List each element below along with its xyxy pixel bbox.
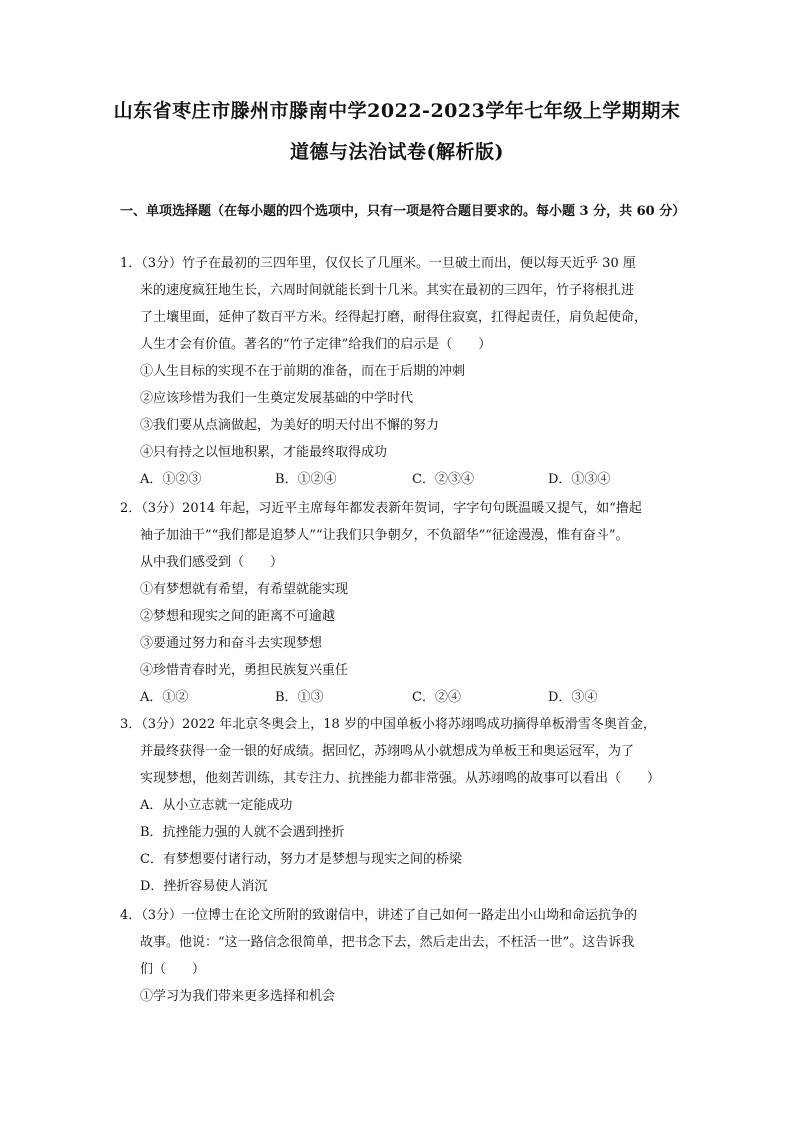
option-b: B．①③ <box>275 690 324 705</box>
question-text-line: 4．（3分）一位博士在论文所附的致谢信中，讲述了自己如何一路走出小山坳和命运抗争的 <box>120 908 638 923</box>
exam-title-line-1: 山东省枣庄市滕州市滕南中学2022-2023学年七年级上学期期末 <box>113 100 681 122</box>
question-text-line: 们（ ） <box>140 962 206 977</box>
option-c: C．②④ <box>412 690 461 705</box>
exam-title-line-2: 道德与法治试卷(解析版) <box>290 141 504 163</box>
question-text-line: 人生才会有价值。著名的“竹子定律”给我们的启示是（ ） <box>140 337 492 352</box>
question-text-line: 从中我们感受到（ ） <box>140 555 284 570</box>
statement: ④珍惜青春时光，勇担民族复兴重任 <box>140 663 349 678</box>
question-text-line: 实现梦想，他刻苦训练，其专注力、抗挫能力都非常强。从苏翊鸣的故事可以看出（ ） <box>140 771 661 786</box>
option-a: A．从小立志就一定能成功 <box>140 798 293 813</box>
question-text-line: 袖子加油干”“我们都是追梦人”“让我们只争朝夕，不负韶华”“征途漫漫，惟有奋斗”。 <box>140 528 629 543</box>
question-text-line: 米的速度疯狂地生长，六周时间就能长到十几米。其实在最初的三四年，竹子将根扎进 <box>140 283 635 298</box>
question-text-line: 3．（3分）2022 年北京冬奥会上，18 岁的中国单板小将苏翊鸣成功摘得单板滑雪冬奥首金， <box>120 717 656 732</box>
option-d: D．①③④ <box>548 472 611 487</box>
answer-options <box>140 471 680 489</box>
statement: ④只有持之以恒地积累，才能最终取得成功 <box>140 445 388 460</box>
statement: ①学习为我们带来更多选择和机会 <box>140 989 336 1004</box>
option-b: B．抗挫能力强的人就不会遇到挫折 <box>140 825 345 840</box>
question-text-line: 故事。他说：“这一路信念很简单，把书念下去，然后走出去，不枉活一世”。这告诉我 <box>140 935 635 950</box>
option-b: B．①②④ <box>275 472 337 487</box>
statement: ②梦想和现实之间的距离不可逾越 <box>140 609 336 624</box>
option-a: A．①② <box>140 690 189 705</box>
question-text-line: 并最终获得一金一银的好成绩。据回忆，苏翊鸣从小就想成为单板王和奥运冠军，为了 <box>140 744 635 759</box>
question-text-line: 了土壤里面，延伸了数百平方米。经得起打磨，耐得住寂寞，扛得起责任，肩负起使命， <box>140 310 648 325</box>
option-c: C．有梦想要付诸行动，努力才是梦想与现实之间的桥梁 <box>140 852 462 867</box>
answer-options <box>140 689 680 707</box>
option-d: D．挫折容易使人消沉 <box>140 879 268 894</box>
option-a: A．①②③ <box>140 472 202 487</box>
statement: ①人生目标的实现不在于前期的准备，而在于后期的冲刺 <box>140 364 466 379</box>
section-heading: 一、单项选择题（在每小题的四个选项中，只有一项是符合题目要求的。每小题 3 分，共 60 分） <box>120 204 686 219</box>
option-c: C．②③④ <box>412 472 474 487</box>
statement: ③我们要从点滴做起，为美好的明天付出不懈的努力 <box>140 418 440 433</box>
question-text-line: 2．（3分）2014 年起，习近平主席每年都发表新年贺词，字字句句既温暖又提气，如“撸起 <box>120 501 642 516</box>
statement: ①有梦想就有希望，有希望就能实现 <box>140 582 349 597</box>
statement: ②应该珍惜为我们一生奠定发展基础的中学时代 <box>140 391 414 406</box>
option-d: D．③④ <box>548 690 598 705</box>
question-text-line: 1．（3分）竹子在最初的三四年里，仅仅长了几厘米。一旦破土而出，便以每天近乎 30 厘 <box>120 256 636 271</box>
statement: ③要通过努力和奋斗去实现梦想 <box>140 636 323 651</box>
